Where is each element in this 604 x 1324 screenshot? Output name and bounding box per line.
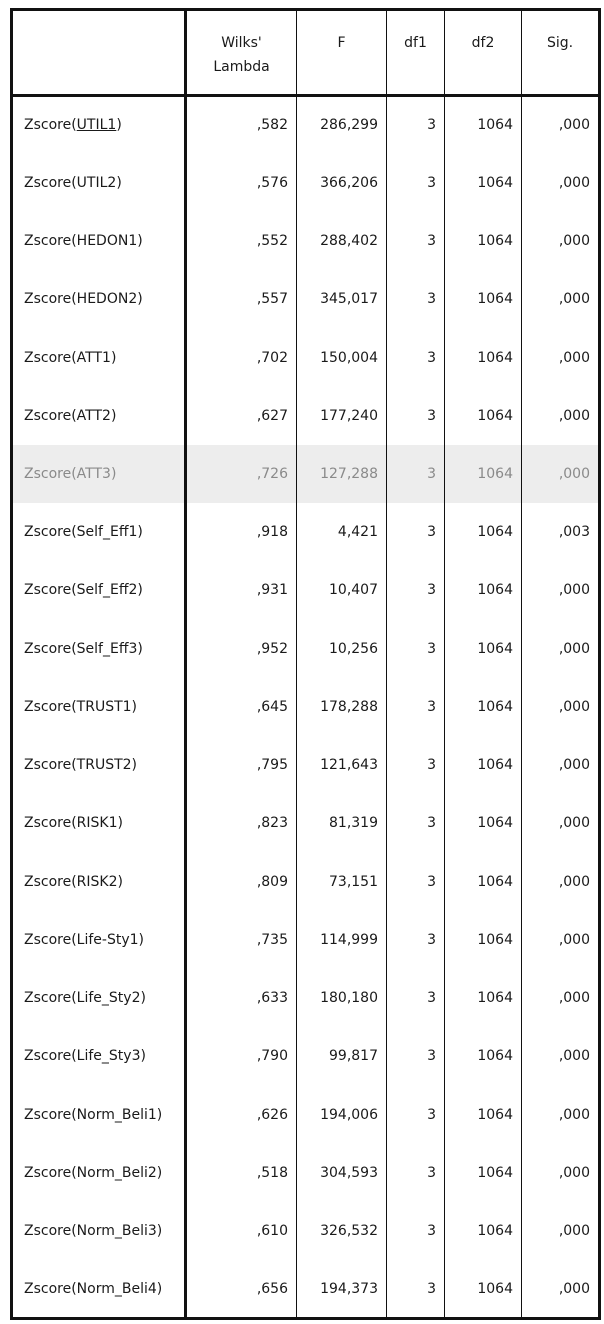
wilks-lambda-value: ,582	[186, 96, 297, 154]
table-row	[12, 1260, 600, 1318]
f-value: 99,817	[297, 1027, 387, 1085]
df2-value: 1064	[445, 387, 522, 445]
wilks-lambda-value: ,576	[186, 154, 297, 212]
sig-value: ,000	[558, 117, 590, 134]
df2-value: 1064	[445, 1027, 522, 1085]
table-row	[12, 794, 600, 852]
df2-value: 1064	[445, 736, 522, 794]
row-variable-label	[12, 1085, 186, 1143]
f-value: 286,299	[297, 96, 387, 154]
df2-value: 1064	[445, 1085, 522, 1143]
sig-value: ,000	[558, 407, 590, 424]
f-value: 121,643	[297, 736, 387, 794]
variable-name: Life_Sty2	[76, 990, 141, 1007]
variable-prefix: Zscore(	[24, 698, 77, 715]
df2-value: 1064	[445, 96, 522, 154]
variable-name: Norm_Beli1	[76, 1106, 157, 1123]
variable-prefix: Zscore(	[24, 349, 77, 366]
df1-value: 3	[387, 1260, 445, 1318]
table-body	[12, 96, 600, 1319]
wilks-lambda-value: ,931	[186, 561, 297, 619]
df2-value: 1064	[445, 853, 522, 911]
variable-suffix: )	[117, 815, 123, 832]
variable-prefix: Zscore(	[24, 407, 77, 424]
df1-value: 3	[387, 1144, 445, 1202]
df2-value: 1064	[445, 445, 522, 503]
wilks-lambda-value: ,656	[186, 1260, 297, 1318]
wilks-lambda-value: ,735	[186, 911, 297, 969]
row-variable-label	[12, 969, 186, 1027]
df2-value: 1064	[445, 1202, 522, 1260]
variable-name: ATT3	[76, 466, 111, 483]
sig-value: ,000	[558, 640, 590, 657]
wilks-lambda-value: ,918	[186, 503, 297, 561]
sig-value: ,000	[558, 1280, 590, 1297]
variable-suffix: )	[116, 174, 122, 191]
sig-value: ,000	[558, 873, 590, 890]
f-value: 73,151	[297, 853, 387, 911]
wilks-lambda-table	[10, 8, 601, 1320]
table-row	[12, 328, 600, 386]
variable-name: Self_Eff3	[76, 640, 138, 657]
variable-suffix: )	[156, 1106, 163, 1123]
df1-value: 3	[387, 154, 445, 212]
variable-suffix: )	[137, 233, 143, 250]
df1-value: 3	[387, 445, 445, 503]
variable-suffix: )	[138, 931, 144, 948]
wilks-lambda-value: ,627	[186, 387, 297, 445]
df1-value: 3	[387, 1202, 445, 1260]
df1-value: 3	[387, 969, 445, 1027]
df1-value: 3	[387, 561, 445, 619]
row-variable-label	[12, 212, 186, 270]
header-wilks-line1: Wilks'	[221, 35, 262, 51]
wilks-lambda-value: ,809	[186, 853, 297, 911]
sig-value: ,000	[558, 1106, 590, 1123]
wilks-lambda-value: ,726	[186, 445, 297, 503]
variable-suffix: )	[110, 407, 117, 424]
header-f: F	[297, 10, 387, 96]
table-row	[12, 969, 600, 1027]
df1-value: 3	[387, 911, 445, 969]
df2-value: 1064	[445, 212, 522, 270]
header-label-cell	[12, 10, 186, 96]
variable-name: Self_Eff2	[76, 582, 138, 599]
variable-prefix: Zscore(	[24, 1048, 77, 1065]
variable-prefix: Zscore(	[24, 466, 77, 483]
variable-prefix: Zscore(	[24, 174, 77, 191]
variable-suffix: )	[140, 990, 146, 1007]
variable-suffix: )	[116, 117, 122, 134]
row-variable-label	[12, 154, 186, 212]
variable-suffix: )	[117, 873, 123, 890]
row-variable-label	[12, 445, 186, 503]
table-row	[12, 911, 600, 969]
f-value: 81,319	[297, 794, 387, 852]
header-df1: df1	[387, 10, 445, 96]
f-value: 366,206	[297, 154, 387, 212]
sig-value: ,000	[558, 1048, 590, 1065]
variable-prefix: Zscore(	[24, 1280, 77, 1297]
variable-prefix: Zscore(	[24, 640, 77, 657]
variable-name: HEDON1	[76, 233, 138, 250]
row-variable-label	[12, 328, 186, 386]
header-wilks-lambda	[186, 10, 297, 96]
wilks-lambda-value: ,633	[186, 969, 297, 1027]
wilks-lambda-value: ,626	[186, 1085, 297, 1143]
header-wilks-line2: Lambda	[213, 59, 270, 75]
header-row	[12, 10, 600, 96]
variable-prefix: Zscore(	[24, 291, 77, 308]
wilks-lambda-value: ,952	[186, 620, 297, 678]
df2-value: 1064	[445, 328, 522, 386]
row-variable-label	[12, 1202, 186, 1260]
table-row	[12, 387, 600, 445]
df1-value: 3	[387, 212, 445, 270]
table-row	[12, 445, 600, 503]
table-row	[12, 270, 600, 328]
variable-suffix: )	[137, 524, 143, 541]
variable-prefix: Zscore(	[24, 524, 77, 541]
f-value: 180,180	[297, 969, 387, 1027]
variable-suffix: )	[156, 1164, 163, 1181]
variable-prefix: Zscore(	[24, 931, 77, 948]
sig-value: ,000	[558, 1164, 590, 1181]
sig-value: ,000	[558, 174, 590, 191]
variable-name: RISK2	[76, 873, 118, 890]
df2-value: 1064	[445, 911, 522, 969]
f-value: 114,999	[297, 911, 387, 969]
header-sig: Sig.	[522, 10, 600, 96]
wilks-lambda-value: ,552	[186, 212, 297, 270]
variable-name: Self_Eff1	[76, 524, 138, 541]
row-variable-label	[12, 736, 186, 794]
row-variable-label	[12, 794, 186, 852]
df1-value: 3	[387, 270, 445, 328]
variable-name: RISK1	[76, 815, 118, 832]
df1-value: 3	[387, 387, 445, 445]
f-value: 345,017	[297, 270, 387, 328]
sig-value: ,000	[558, 349, 590, 366]
variable-name: UTIL2	[76, 174, 117, 191]
table-row	[12, 212, 600, 270]
f-value: 127,288	[297, 445, 387, 503]
sig-value: ,000	[558, 698, 590, 715]
variable-suffix: )	[156, 1223, 163, 1240]
variable-suffix: )	[131, 757, 138, 774]
row-variable-label	[12, 270, 186, 328]
f-value: 304,593	[297, 1144, 387, 1202]
row-variable-label	[12, 561, 186, 619]
sig-value: ,000	[558, 291, 590, 308]
wilks-lambda-value: ,557	[186, 270, 297, 328]
sig-value: ,000	[558, 931, 590, 948]
variable-prefix: Zscore(	[24, 117, 77, 134]
df2-value: 1064	[445, 1260, 522, 1318]
variable-prefix: Zscore(	[24, 1164, 77, 1181]
table-row	[12, 96, 600, 154]
f-value: 4,421	[297, 503, 387, 561]
table-row	[12, 620, 600, 678]
df2-value: 1064	[445, 503, 522, 561]
row-variable-label	[12, 1027, 186, 1085]
row-variable-label	[12, 853, 186, 911]
sig-value: ,000	[522, 445, 600, 503]
variable-prefix: Zscore(	[24, 757, 77, 774]
variable-name: Life_Sty3	[76, 1048, 141, 1065]
wilks-lambda-value: ,702	[186, 328, 297, 386]
df1-value: 3	[387, 328, 445, 386]
df1-value: 3	[387, 96, 445, 154]
f-value: 178,288	[297, 678, 387, 736]
variable-name: ATT2	[76, 407, 111, 424]
variable-suffix: )	[110, 349, 117, 366]
variable-name: TRUST1	[76, 698, 132, 715]
variable-suffix: )	[137, 291, 143, 308]
variable-name: Norm_Beli2	[76, 1164, 157, 1181]
df1-value: 3	[387, 678, 445, 736]
variable-prefix: Zscore(	[24, 1223, 77, 1240]
row-variable-label	[12, 1260, 186, 1318]
variable-name: Norm_Beli4	[76, 1280, 157, 1297]
df1-value: 3	[387, 620, 445, 678]
row-variable-label	[12, 387, 186, 445]
variable-suffix: )	[110, 466, 117, 483]
df1-value: 3	[387, 794, 445, 852]
wilks-lambda-value: ,795	[186, 736, 297, 794]
df2-value: 1064	[445, 154, 522, 212]
row-variable-label	[12, 911, 186, 969]
row-variable-label	[12, 620, 186, 678]
f-value: 10,407	[297, 561, 387, 619]
sig-value: ,000	[558, 815, 590, 832]
table-row	[12, 154, 600, 212]
df2-value: 1064	[445, 794, 522, 852]
variable-name: Life-Sty1	[76, 931, 139, 948]
f-value: 150,004	[297, 328, 387, 386]
df1-value: 3	[387, 503, 445, 561]
df1-value: 3	[387, 1085, 445, 1143]
df1-value: 3	[387, 853, 445, 911]
variable-prefix: Zscore(	[24, 1106, 77, 1123]
f-value: 194,006	[297, 1085, 387, 1143]
table-row	[12, 678, 600, 736]
table-row	[12, 736, 600, 794]
row-variable-label	[12, 503, 186, 561]
sig-value: ,000	[558, 233, 590, 250]
sig-value: ,000	[558, 582, 590, 599]
variable-suffix: )	[140, 1048, 146, 1065]
f-value: 177,240	[297, 387, 387, 445]
df2-value: 1064	[445, 561, 522, 619]
df2-value: 1064	[445, 620, 522, 678]
table-row	[12, 853, 600, 911]
f-value: 326,532	[297, 1202, 387, 1260]
table-row	[12, 503, 600, 561]
variable-prefix: Zscore(	[24, 233, 77, 250]
variable-suffix: )	[137, 582, 143, 599]
variable-name: ATT1	[76, 349, 111, 366]
table-row	[12, 1027, 600, 1085]
table-row	[12, 561, 600, 619]
header-df2: df2	[445, 10, 522, 96]
variable-prefix: Zscore(	[24, 815, 77, 832]
variable-suffix: )	[137, 640, 143, 657]
variable-name: Norm_Beli3	[76, 1223, 157, 1240]
df1-value: 3	[387, 736, 445, 794]
f-value: 194,373	[297, 1260, 387, 1318]
df1-value: 3	[387, 1027, 445, 1085]
variable-name: UTIL1	[76, 117, 117, 134]
sig-value: ,000	[558, 990, 590, 1007]
variable-suffix: )	[131, 698, 138, 715]
variable-suffix: )	[156, 1280, 163, 1297]
sig-value: ,003	[558, 524, 590, 541]
variable-prefix: Zscore(	[24, 582, 77, 599]
f-value: 288,402	[297, 212, 387, 270]
row-variable-label	[12, 1144, 186, 1202]
wilks-lambda-value: ,518	[186, 1144, 297, 1202]
f-value: 10,256	[297, 620, 387, 678]
wilks-lambda-value: ,823	[186, 794, 297, 852]
wilks-lambda-value: ,645	[186, 678, 297, 736]
variable-prefix: Zscore(	[24, 990, 77, 1007]
df2-value: 1064	[445, 1144, 522, 1202]
variable-name: HEDON2	[76, 291, 138, 308]
table-row	[12, 1085, 600, 1143]
sig-value: ,000	[558, 757, 590, 774]
wilks-lambda-value: ,790	[186, 1027, 297, 1085]
table-row	[12, 1144, 600, 1202]
row-variable-label	[12, 96, 186, 154]
table-row	[12, 1202, 600, 1260]
df2-value: 1064	[445, 678, 522, 736]
sig-value: ,000	[558, 1223, 590, 1240]
wilks-lambda-value: ,610	[186, 1202, 297, 1260]
row-variable-label	[12, 678, 186, 736]
variable-name: TRUST2	[76, 757, 132, 774]
df2-value: 1064	[445, 969, 522, 1027]
variable-prefix: Zscore(	[24, 873, 77, 890]
df2-value: 1064	[445, 270, 522, 328]
